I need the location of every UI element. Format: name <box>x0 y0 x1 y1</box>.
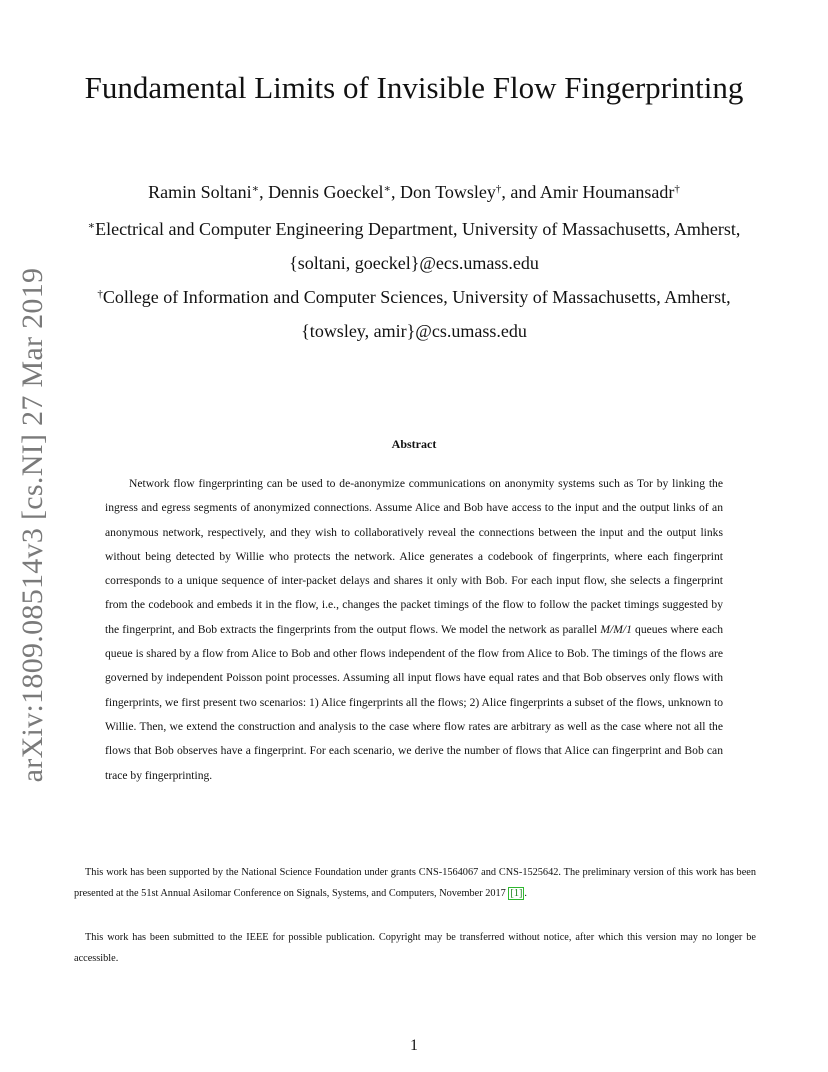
arxiv-identifier-text: arXiv:1809.08514v3 [cs.NI] 27 Mar 2019 <box>16 267 49 783</box>
abstract-heading: Abstract <box>391 437 437 451</box>
author-affiliation-mark: ∗ <box>383 183 392 195</box>
author-name: Ramin Soltani <box>148 182 252 202</box>
arxiv-identifier-stamp <box>16 267 49 783</box>
affiliation-email: {soltani, goeckel}@ecs.umass.edu <box>289 253 539 273</box>
affiliation-line <box>68 219 760 240</box>
author-name: Dennis Goeckel <box>268 182 384 202</box>
affiliation-email: {towsley, amir}@cs.umass.edu <box>301 321 527 341</box>
affiliation-mark: † <box>97 288 103 300</box>
citation-link[interactable]: [1] <box>510 888 523 899</box>
author-affiliation-mark: † <box>674 183 680 195</box>
author-affiliation-mark: ∗ <box>251 183 260 195</box>
author-name: Amir Houmansadr <box>539 182 675 202</box>
affiliation-mark: ∗ <box>87 220 96 232</box>
submission-footnote <box>74 927 756 969</box>
affiliation-text: College of Information and Computer Sciences, University of Massachusetts, Amherst, <box>102 287 731 307</box>
funding-footnote <box>74 862 756 904</box>
abstract-text: queues where each queue is shared by a flow from Alice to Bob and other flows independent of the flow from Alice to Bob. The timings of the flows are governed by independent Poisson point processes. Assuming all input flows have equal rates and that Bob observes only flows with fingerprints, we first present two scenarios: 1) Alice fingerprints all the flows; 2) Alice fingerprints a subset of the flows, unknown to Willie. Then, we extend the construction and analysis to the case where flow rates are arbitrary as well as the case where not all the flows that Bob observes have a fingerprint. For each scenario, we derive the number of flows that Alice can fingerprint and Bob can trace by fingerprinting. <box>105 622 723 782</box>
footnote-text: This work has been supported by the National Science Foundation under grants CNS-1564067 and CNS-1525642. The preliminary version of this work has been presented at the 51st Annual Asilomar Conference on Signals, Systems, and Computers, November 2017 <box>74 867 756 899</box>
footnote-text: This work has been submitted to the IEEE for possible publication. Copyright may be transferred without notice, after which this version may no longer be accessible. <box>74 932 756 964</box>
author-list: Ramin Soltani∗, Dennis Goeckel∗, Don Towsley†, and Amir Houmansadr† <box>148 182 680 202</box>
abstract-body <box>105 472 723 788</box>
paper-title: Fundamental Limits of Invisible Flow Fingerprinting <box>84 70 744 105</box>
abstract-text: Network flow fingerprinting can be used to de-anonymize communications on anonymity systems such as Tor by linking the ingress and egress segments of anonymized connections. Assume Alice and Bob have access to the input and the output links of an anonymous network, respectively, and they wish to collaboratively reveal the connections between the input and the output links without being detected by Willie who protects the network. Alice generates a codebook of fingerprints, where each fingerprint corresponds to a unique sequence of inter-packet delays and shares it only with Bob. For each input flow, she selects a fingerprint from the codebook and embeds it in the flow, i.e., changes the packet timings of the flow to follow the packet timings suggested by the fingerprint, and Bob extracts the fingerprints from the output flows. We model the network as parallel <box>105 477 723 636</box>
affiliation-line <box>68 287 760 308</box>
queue-model-math: M/M/1 <box>600 622 632 636</box>
footnote-end: . <box>524 888 527 899</box>
author-affiliation-mark: † <box>495 183 502 195</box>
affiliation-text: Electrical and Computer Engineering Department, University of Massachusetts, Amherst, <box>95 219 741 239</box>
author-name: Don Towsley <box>400 182 496 202</box>
page-number: 1 <box>410 1037 418 1054</box>
